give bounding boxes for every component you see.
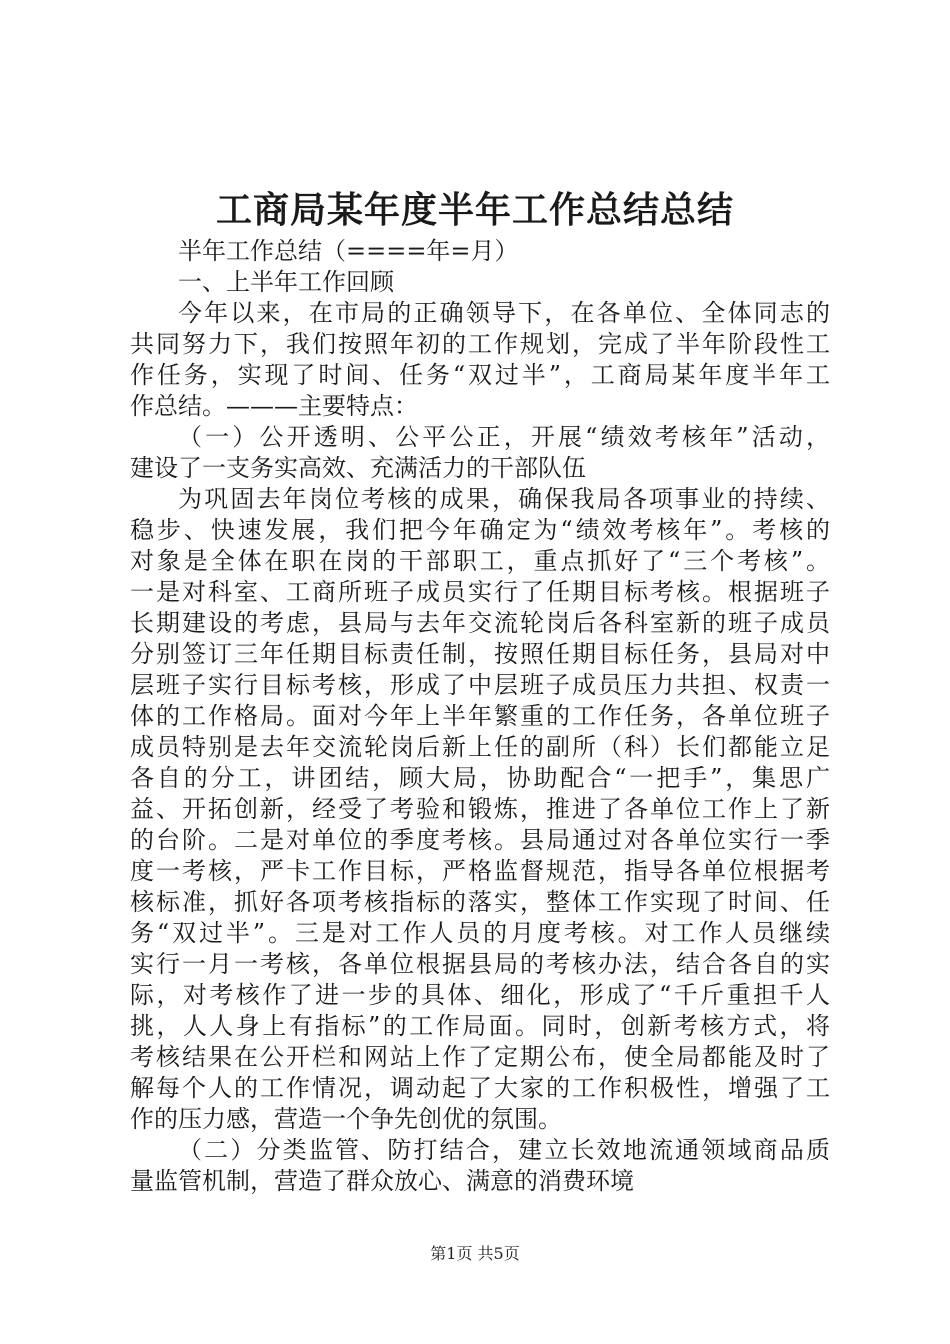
text-line: （一）公开透明、公平公正，开展“绩效考核年”活动，	[178, 423, 830, 451]
text-line: 半年工作总结（====年=月）	[178, 237, 519, 265]
text-line: 分别签订三年任期目标责任制，按照任期目标任务，县局对中	[130, 640, 830, 668]
text-line: 作总结。———主要特点：	[130, 392, 418, 420]
text-line: 建设了一支务实高效、充满活力的干部队伍	[130, 454, 586, 482]
text-line: 际，对考核作了进一步的具体、细化，形成了“千斤重担千人	[130, 981, 830, 1009]
text-line: 今年以来，在市局的正确领导下，在各单位、全体同志的	[178, 299, 830, 327]
text-line: 务“双过半”。三是对工作人员的月度考核。对工作人员继续	[130, 919, 830, 947]
page-footer: 第1页 共5页	[430, 1244, 520, 1263]
text-line: 一是对科室、工商所班子成员实行了任期目标考核。根据班子	[130, 578, 830, 606]
text-line: 考核结果在公开栏和网站上作了定期公布，使全局都能及时了	[130, 1043, 830, 1071]
text-line: 层班子实行目标考核，形成了中层班子成员压力共担、权责一	[130, 671, 830, 699]
text-line: 对象是全体在职在岗的干部职工，重点抓好了“三个考核”。	[130, 547, 830, 575]
text-line: 共同努力下，我们按照年初的工作规划，完成了半年阶段性工	[130, 330, 830, 358]
text-line: 作任务，实现了时间、任务“双过半”，工商局某年度半年工	[130, 361, 830, 389]
text-line: 为巩固去年岗位考核的成果，确保我局各项事业的持续、	[178, 485, 830, 513]
text-line: 稳步、快速发展，我们把今年确定为“绩效考核年”。考核的	[130, 516, 830, 544]
text-line: 作的压力感，营造一个争先创优的氛围。	[130, 1105, 562, 1133]
document-title: 工商局某年度半年工作总结总结	[215, 189, 734, 231]
text-line: （二）分类监管、防打结合，建立长效地流通领域商品质	[178, 1136, 830, 1164]
text-line: 实行一月一考核，各单位根据县局的考核办法，结合各自的实	[130, 950, 830, 978]
text-line: 一、上半年工作回顾	[178, 268, 394, 296]
text-line: 度一考核，严卡工作目标，严格监督规范，指导各单位根据考	[130, 857, 830, 885]
text-line: 各自的分工，讲团结，顾大局，协助配合“一把手”，集思广	[130, 764, 830, 792]
text-line: 挑，人人身上有指标”的工作局面。同时，创新考核方式，将	[130, 1012, 830, 1040]
text-line: 长期建设的考虑，县局与去年交流轮岗后各科室新的班子成员	[130, 609, 830, 637]
text-line: 成员特别是去年交流轮岗后新上任的副所（科）长们都能立足	[130, 733, 830, 761]
document-body	[130, 236, 830, 1197]
text-line: 体的工作格局。面对今年上半年繁重的工作任务，各单位班子	[130, 702, 830, 730]
text-line: 量监管机制，营造了群众放心、满意的消费环境	[130, 1167, 634, 1195]
text-line: 解每个人的工作情况，调动起了大家的工作积极性，增强了工	[130, 1074, 830, 1102]
text-line: 益、开拓创新，经受了考验和锻炼，推进了各单位工作上了新	[130, 795, 830, 823]
text-line: 的台阶。二是对单位的季度考核。县局通过对各单位实行一季	[130, 826, 830, 854]
text-line: 核标准，抓好各项考核指标的落实，整体工作实现了时间、任	[130, 888, 830, 916]
